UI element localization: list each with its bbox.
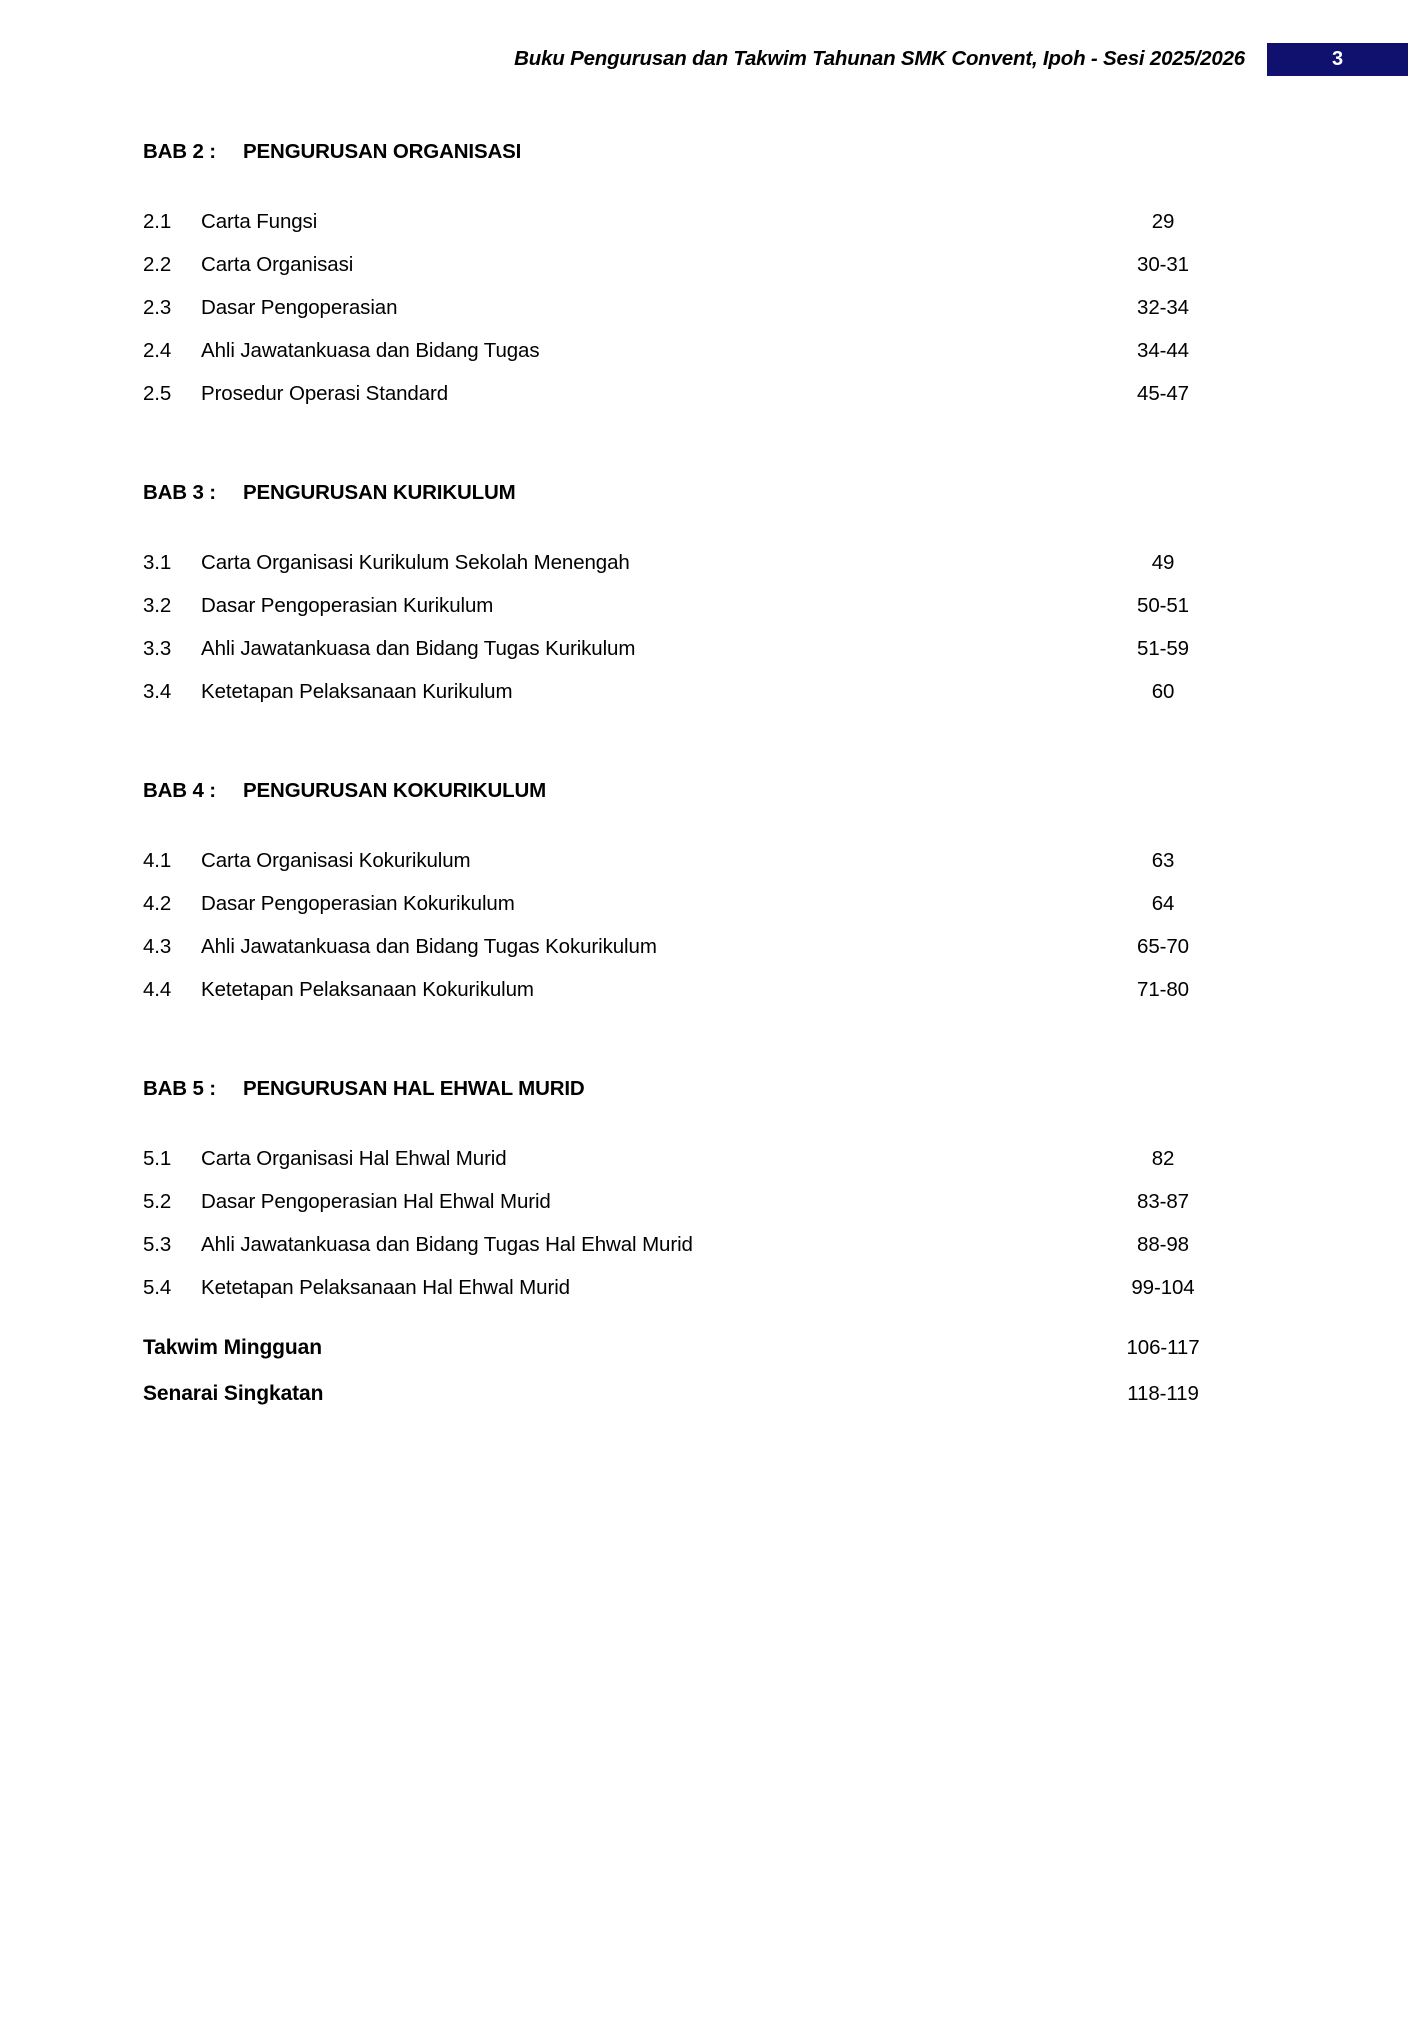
chapter-heading [143, 140, 1243, 164]
toc-entry-pages: 83-87 [1137, 1190, 1189, 1213]
toc-entry-row[interactable] [143, 637, 1243, 661]
chapter-title: PENGURUSAN KOKURIKULUM [243, 779, 547, 802]
toc-entry-pages: 34-44 [1137, 339, 1189, 362]
toc-entry-row[interactable] [143, 551, 1243, 575]
toc-entry-pages: 50-51 [1137, 594, 1189, 617]
toc-entry-title: Ketetapan Pelaksanaan Kurikulum [201, 680, 513, 703]
toc-extra-entries [143, 1336, 1243, 1406]
toc-extra-pages: 118-119 [1127, 1382, 1199, 1405]
toc-entry-pages: 99-104 [1131, 1276, 1195, 1299]
toc-entry-title: Ahli Jawatankuasa dan Bidang Tugas Kokurikulum [201, 935, 657, 958]
chapter-title: PENGURUSAN ORGANISASI [243, 140, 522, 163]
toc-entry-number: 5.1 [143, 1147, 172, 1170]
chapter-label: BAB 2 : [143, 140, 216, 163]
toc-entry-row[interactable] [143, 296, 1243, 320]
toc-entry-number: 3.3 [143, 637, 172, 660]
chapter-spacer [143, 425, 1243, 481]
chapter-block [143, 779, 1243, 1002]
toc-entry-row[interactable] [143, 935, 1243, 959]
toc-entry-row[interactable] [143, 1147, 1243, 1171]
toc-entry-row[interactable] [143, 1276, 1243, 1300]
toc-entry-number: 2.5 [143, 382, 172, 405]
toc-entry-number: 5.4 [143, 1276, 172, 1299]
toc-entry-number: 4.3 [143, 935, 172, 958]
toc-entry-row[interactable] [143, 849, 1243, 873]
toc-extra-pages: 106-117 [1126, 1336, 1200, 1359]
toc-entry-pages: 29 [1151, 210, 1175, 233]
toc-entry-pages: 65-70 [1137, 935, 1189, 958]
toc-entry-number: 2.1 [143, 210, 172, 233]
chapter-label: BAB 4 : [143, 779, 216, 802]
toc-entry-number: 4.2 [143, 892, 172, 915]
toc-entry-row[interactable] [143, 339, 1243, 363]
toc-entry-pages: 30-31 [1137, 253, 1189, 276]
toc-entry-row[interactable] [143, 680, 1243, 704]
toc-extra-row[interactable] [143, 1382, 1243, 1406]
chapter-spacer [143, 723, 1243, 779]
toc-entry-row[interactable] [143, 1190, 1243, 1214]
toc-entry-row[interactable] [143, 978, 1243, 1002]
toc-entry-row[interactable] [143, 382, 1243, 406]
chapter-heading [143, 1077, 1243, 1101]
toc-entry-pages: 60 [1151, 680, 1175, 703]
page-running-header [0, 42, 1428, 76]
page-number-badge: 3 [1267, 43, 1408, 76]
chapter-spacer [143, 1021, 1243, 1077]
toc-entry-number: 4.1 [143, 849, 172, 872]
toc-entry-title: Carta Fungsi [201, 210, 318, 233]
toc-entry-title: Carta Organisasi [201, 253, 354, 276]
toc-extra-title: Takwim Mingguan [143, 1336, 322, 1359]
toc-extra-row[interactable] [143, 1336, 1243, 1360]
chapter-label: BAB 3 : [143, 481, 216, 504]
toc-entry-pages: 88-98 [1137, 1233, 1189, 1256]
toc-entry-pages: 71-80 [1137, 978, 1189, 1001]
toc-entry-title: Ketetapan Pelaksanaan Hal Ehwal Murid [201, 1276, 570, 1299]
toc-entry-pages: 63 [1151, 849, 1175, 872]
chapter-label: BAB 5 : [143, 1077, 216, 1100]
toc-entry-title: Ahli Jawatankuasa dan Bidang Tugas [201, 339, 540, 362]
toc-entry-pages: 49 [1151, 551, 1175, 574]
toc-entry-title: Carta Organisasi Kokurikulum [201, 849, 471, 872]
toc-entry-row[interactable] [143, 594, 1243, 618]
chapter-block [143, 1077, 1243, 1300]
chapter-block [143, 140, 1243, 406]
toc-entry-number: 3.1 [143, 551, 172, 574]
chapter-block [143, 481, 1243, 704]
toc-entry-title: Dasar Pengoperasian Kurikulum [201, 594, 494, 617]
toc-entry-title: Dasar Pengoperasian [201, 296, 398, 319]
chapter-title: PENGURUSAN KURIKULUM [243, 481, 516, 504]
toc-entry-title: Dasar Pengoperasian Kokurikulum [201, 892, 515, 915]
toc-entry-row[interactable] [143, 892, 1243, 916]
toc-entry-number: 5.2 [143, 1190, 172, 1213]
toc-entry-title: Ketetapan Pelaksanaan Kokurikulum [201, 978, 534, 1001]
toc-entry-number: 3.4 [143, 680, 172, 703]
toc-entry-number: 5.3 [143, 1233, 172, 1256]
header-title: Buku Pengurusan dan Takwim Tahunan SMK Convent, Ipoh - Sesi 2025/2026 [514, 47, 1245, 70]
toc-entry-number: 3.2 [143, 594, 172, 617]
toc-entry-row[interactable] [143, 210, 1243, 234]
toc-entry-number: 2.3 [143, 296, 172, 319]
toc-entry-pages: 45-47 [1137, 382, 1189, 405]
toc-entry-number: 2.4 [143, 339, 172, 362]
toc-entry-title: Carta Organisasi Kurikulum Sekolah Menengah [201, 551, 630, 574]
toc-entry-title: Carta Organisasi Hal Ehwal Murid [201, 1147, 507, 1170]
table-of-contents [143, 140, 1243, 1428]
toc-entry-pages: 64 [1151, 892, 1175, 915]
toc-entry-number: 2.2 [143, 253, 172, 276]
chapter-heading [143, 481, 1243, 505]
toc-entry-row[interactable] [143, 1233, 1243, 1257]
toc-entry-pages: 32-34 [1137, 296, 1189, 319]
toc-extra-title: Senarai Singkatan [143, 1382, 324, 1405]
toc-entry-pages: 51-59 [1137, 637, 1189, 660]
toc-entry-number: 4.4 [143, 978, 172, 1001]
toc-entry-pages: 82 [1151, 1147, 1175, 1170]
toc-entry-title: Dasar Pengoperasian Hal Ehwal Murid [201, 1190, 551, 1213]
toc-entry-title: Ahli Jawatankuasa dan Bidang Tugas Hal Ehwal Murid [201, 1233, 693, 1256]
toc-entry-row[interactable] [143, 253, 1243, 277]
toc-entry-title: Ahli Jawatankuasa dan Bidang Tugas Kurikulum [201, 637, 636, 660]
chapter-heading [143, 779, 1243, 803]
chapter-title: PENGURUSAN HAL EHWAL MURID [243, 1077, 585, 1100]
toc-entry-title: Prosedur Operasi Standard [201, 382, 449, 405]
